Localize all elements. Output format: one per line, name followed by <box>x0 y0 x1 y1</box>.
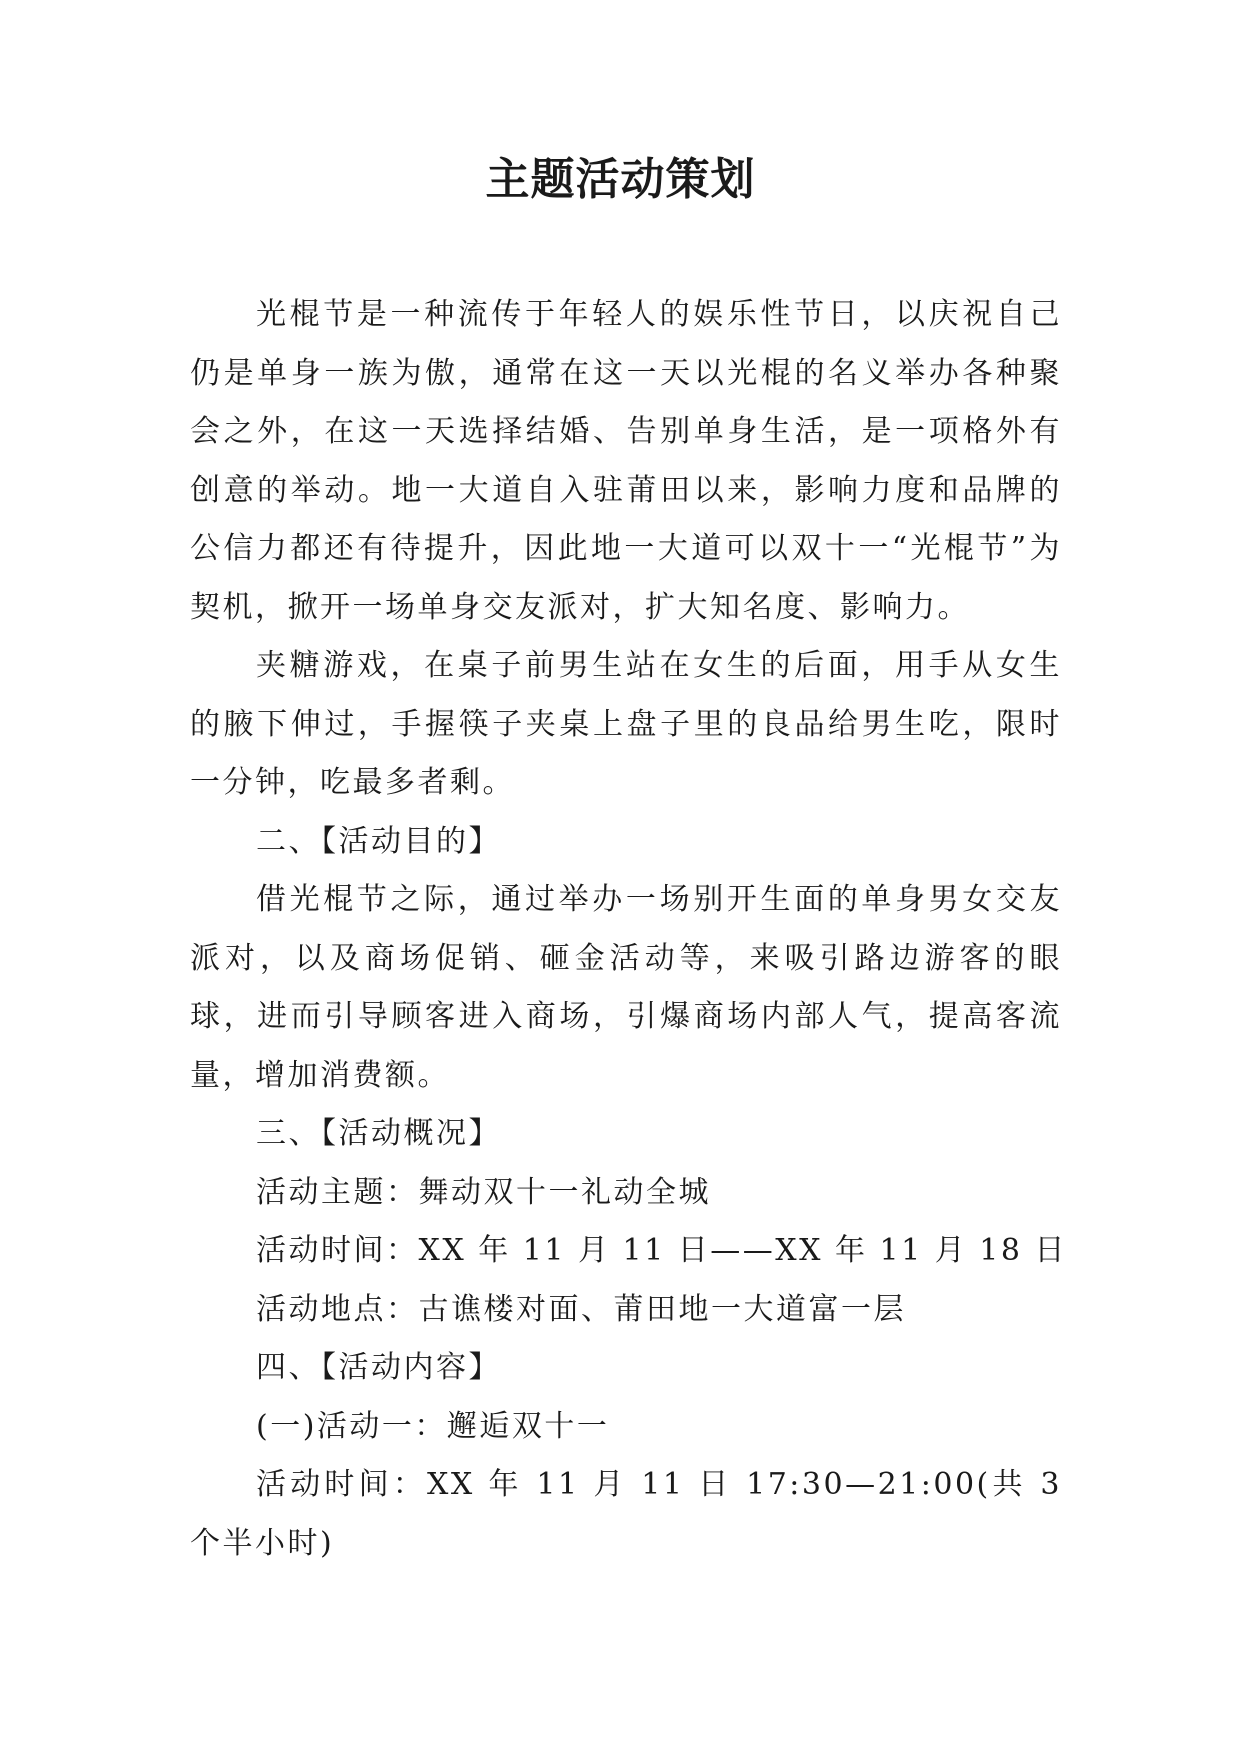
activity-place-line: 活动地点：古谯楼对面、莆田地一大道富一层 <box>256 1291 906 1327</box>
game-paragraph: 夹糖游戏，在桌子前男生站在女生的后面，用手从女生的腋下伸过，手握筷子夹桌上盘子里的良品给男生吃，限时一分钟，吃最多者剩。 <box>190 648 1062 800</box>
document-body <box>190 286 1067 1573</box>
purpose-paragraph: 借光棍节之际，通过举办一场别开生面的单身男女交友派对，以及商场促销、砸金活动等，来吸引路边游客的眼球，进而引导顾客进入商场，引爆商场内部人气，提高客流量，增加消费额。 <box>190 882 1062 1093</box>
section-heading-purpose: 二、【活动目的】 <box>256 823 501 859</box>
document-title: 主题活动策划 <box>485 154 756 205</box>
activity-one-time: 活动时间：XX 年 11 月 11 日 17:30—21:00(共 3 个半小时) <box>190 1467 1062 1561</box>
section-heading-overview: 三、【活动概况】 <box>256 1116 501 1151</box>
activity-one-heading: (一)活动一：邂逅双十一 <box>256 1408 610 1444</box>
activity-theme-line: 活动主题：舞动双十一礼动全城 <box>256 1174 711 1210</box>
intro-paragraph: 光棍节是一种流传于年轻人的娱乐性节日，以庆祝自己仍是单身一族为傲，通常在这一天以光棍的名义举办各种聚会之外，在这一天选择结婚、告别单身生活，是一项格外有创意的举动。地一大道自入驻莆田以来，影响力度和品牌的公信力都还有待提升，因此地一大道可以双十一“光棍节”为契机，掀开一场单身交友派对，扩大知名度、影响力。 <box>190 297 1062 625</box>
section-heading-content: 四、【活动内容】 <box>256 1350 501 1385</box>
activity-time-line: 活动时间：XX 年 11 月 11 日——XX 年 11 月 18 日 <box>256 1233 1067 1268</box>
